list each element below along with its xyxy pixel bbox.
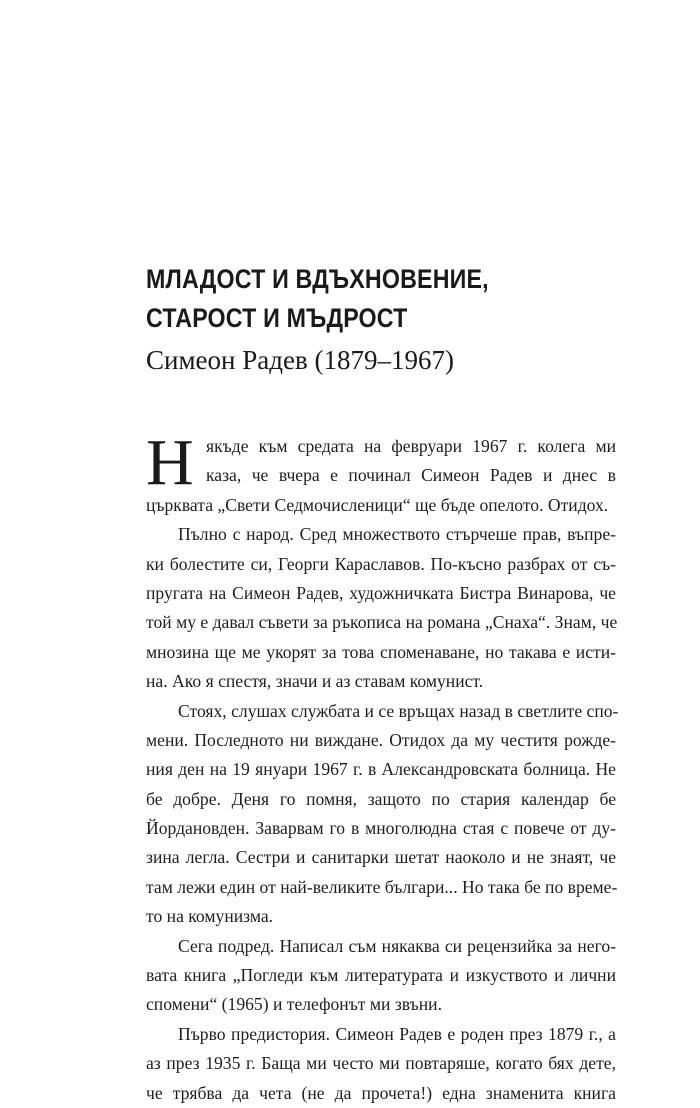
text-line: бе добре. Деня го помня, защото по стария календар бе <box>146 788 616 809</box>
text-line: той му е давал съвети за ръкописа на романа „Снаха“. Знам, че <box>146 612 618 633</box>
chapter-title-line-1: МЛАДОСТ И ВДЪХНОВЕНИЕ, <box>146 264 489 294</box>
text-line: зина легла. Сестри и санитарки шетат наоколо и не знаят, че <box>146 847 616 868</box>
chapter-subtitle: Симеон Радев (1879–1967) <box>146 345 454 375</box>
text-line: вата книга „Погледи към литературата и изкуството и лични <box>146 965 616 986</box>
text-line: спомени“ (1965) и телефонът ми звъни. <box>146 994 442 1015</box>
text-line: на. Ако я спестя, значи и аз ставам комунист. <box>146 671 484 692</box>
text-line: ния ден на 19 януари 1967 г. в Александровската болница. Не <box>146 759 616 780</box>
body-text <box>146 426 619 1108</box>
text-line: Йордановден. Заварвам го в многолюдна стая с повече от ду- <box>146 818 616 839</box>
text-line: Сега подред. Написал съм някаква си рецензийка за него- <box>178 935 616 956</box>
text-line: Пълно с народ. Сред множеството стърчеше прав, въпре- <box>178 524 616 545</box>
text-line: пругата на Симеон Радев, художничката Бистра Винарова, че <box>146 582 616 603</box>
text-line: Стоях, слушах службата и се връщах назад в светлите спо- <box>178 700 619 721</box>
chapter-title <box>146 260 550 338</box>
text-line: че трябва да чета (не да прочета!) една знаменита книга <box>146 1082 616 1103</box>
text-line: якъде към средата на февруари 1967 г. колега ми <box>206 436 616 456</box>
text-line: каза, че вчера е починал Симеон Радев и днес в <box>206 465 616 486</box>
text-line: Първо предистория. Симеон Радев е роден през 1879 г., а <box>178 1023 616 1044</box>
text-line: ки болестите си, Георги Караславов. По-късно разбрах от съ- <box>146 553 616 574</box>
text-line: мнозина ще ме укорят за това споменаване, но такава е исти- <box>146 641 616 662</box>
text-line: мени. Последното ни виждане. Отидох да му честитя рожде- <box>146 729 616 750</box>
text-line: там лежи един от най-великите българи... Но така бе по време- <box>146 876 618 897</box>
text-line: то на комунизма. <box>146 906 274 927</box>
chapter-title-line-2: СТАРОСТ И МЪДРОСТ <box>146 303 408 333</box>
text-line: аз през 1935 г. Баща ми често ми повтаряше, когато бях дете, <box>146 1053 616 1074</box>
text-line: църквата „Свети Седмочисленици“ ще бъде опелото. Отидох. <box>146 494 609 515</box>
drop-cap: Н <box>146 426 194 499</box>
